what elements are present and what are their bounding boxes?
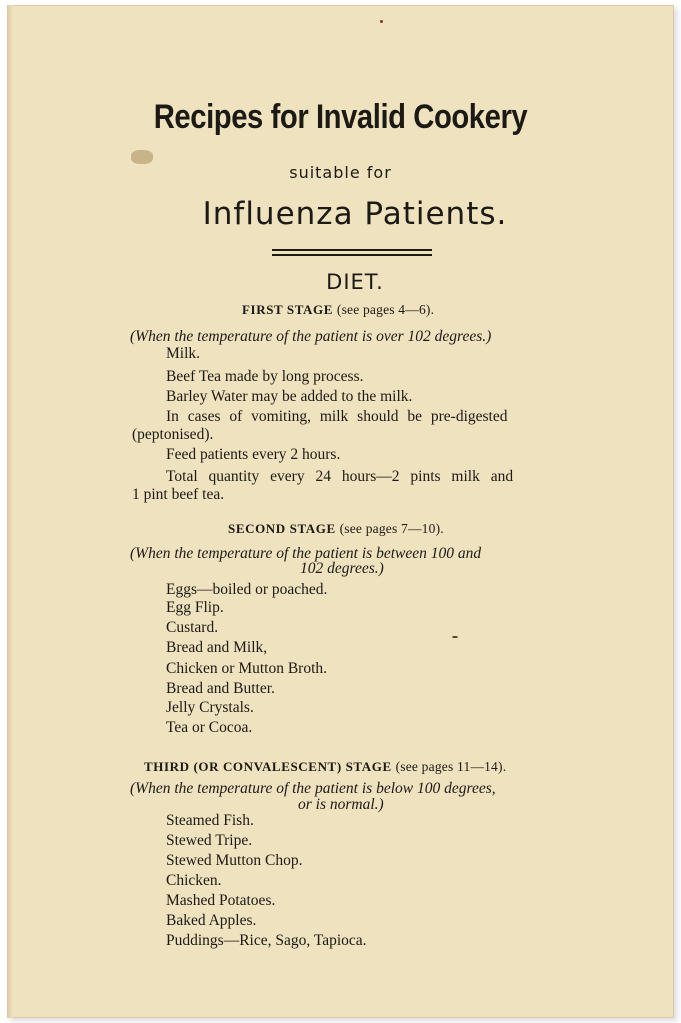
second-stage-item: Egg Flip. xyxy=(166,599,224,616)
paper-speck xyxy=(452,636,458,638)
paper-speck xyxy=(131,150,153,164)
first-stage-line: Total quantity every 24 hours—2 pints milk and xyxy=(166,468,514,485)
second-stage-item: Bread and Butter. xyxy=(166,680,275,697)
book-page xyxy=(7,5,674,1018)
second-stage-item: Chicken or Mutton Broth. xyxy=(166,660,328,677)
third-stage-item: Stewed Tripe. xyxy=(166,832,253,849)
third-stage-note-cont: or is normal.) xyxy=(298,796,384,813)
first-stage-heading xyxy=(242,302,434,318)
first-stage-line: In cases of vomiting, milk should be pre-digested xyxy=(166,408,508,425)
second-stage-item: Bread and Milk, xyxy=(166,639,268,656)
first-stage-line: 1 pint beef tea. xyxy=(132,486,225,503)
first-stage-line: Feed patients every 2 hours. xyxy=(166,446,341,463)
suitable-for-text: suitable for xyxy=(289,163,392,182)
page-title: Recipes for Invalid Cookery xyxy=(153,98,528,136)
first-stage-label: FIRST STAGE xyxy=(242,302,334,317)
paper-speck xyxy=(380,20,383,23)
first-stage-line: Beef Tea made by long process. xyxy=(166,368,364,385)
third-stage-item: Puddings—Rice, Sago, Tapioca. xyxy=(166,932,367,949)
third-stage-label: THIRD (OR CONVALESCENT) STAGE xyxy=(144,759,392,774)
second-stage-pages: (see pages 7—10). xyxy=(339,521,444,536)
second-stage-heading xyxy=(228,521,444,537)
first-stage-line: Barley Water may be added to the milk. xyxy=(166,388,413,405)
page-binding-edge xyxy=(7,5,13,1018)
second-stage-item: Eggs—boiled or poached. xyxy=(166,581,328,598)
third-stage-item: Chicken. xyxy=(166,872,222,889)
second-stage-item: Custard. xyxy=(166,619,219,636)
second-stage-label: SECOND STAGE xyxy=(228,521,336,536)
third-stage-item: Mashed Potatoes. xyxy=(166,892,276,909)
first-stage-pages: (see pages 4—6). xyxy=(336,302,435,317)
third-stage-item: Stewed Mutton Chop. xyxy=(166,852,303,869)
third-stage-item: Baked Apples. xyxy=(166,912,257,929)
double-rule-bottom xyxy=(272,254,432,256)
first-stage-line: (peptonised). xyxy=(132,426,214,443)
third-stage-note: (When the temperature of the patient is below 100 degrees, xyxy=(130,780,496,797)
third-stage-item: Steamed Fish. xyxy=(166,812,254,829)
first-stage-line: Milk. xyxy=(166,345,201,362)
diet-heading: DIET. xyxy=(326,270,384,294)
first-stage-note: (When the temperature of the patient is over 102 degrees.) xyxy=(130,328,492,345)
third-stage-pages: (see pages 11—14). xyxy=(395,759,507,774)
second-stage-item: Jelly Crystals. xyxy=(166,699,254,716)
second-stage-item: Tea or Cocoa. xyxy=(166,719,253,736)
third-stage-heading xyxy=(144,759,506,775)
page-subtitle: Influenza Patients. xyxy=(202,196,508,232)
double-rule-top xyxy=(272,249,432,251)
second-stage-note-cont: 102 degrees.) xyxy=(300,560,384,577)
second-stage-note: (When the temperature of the patient is between 100 and xyxy=(130,545,482,562)
